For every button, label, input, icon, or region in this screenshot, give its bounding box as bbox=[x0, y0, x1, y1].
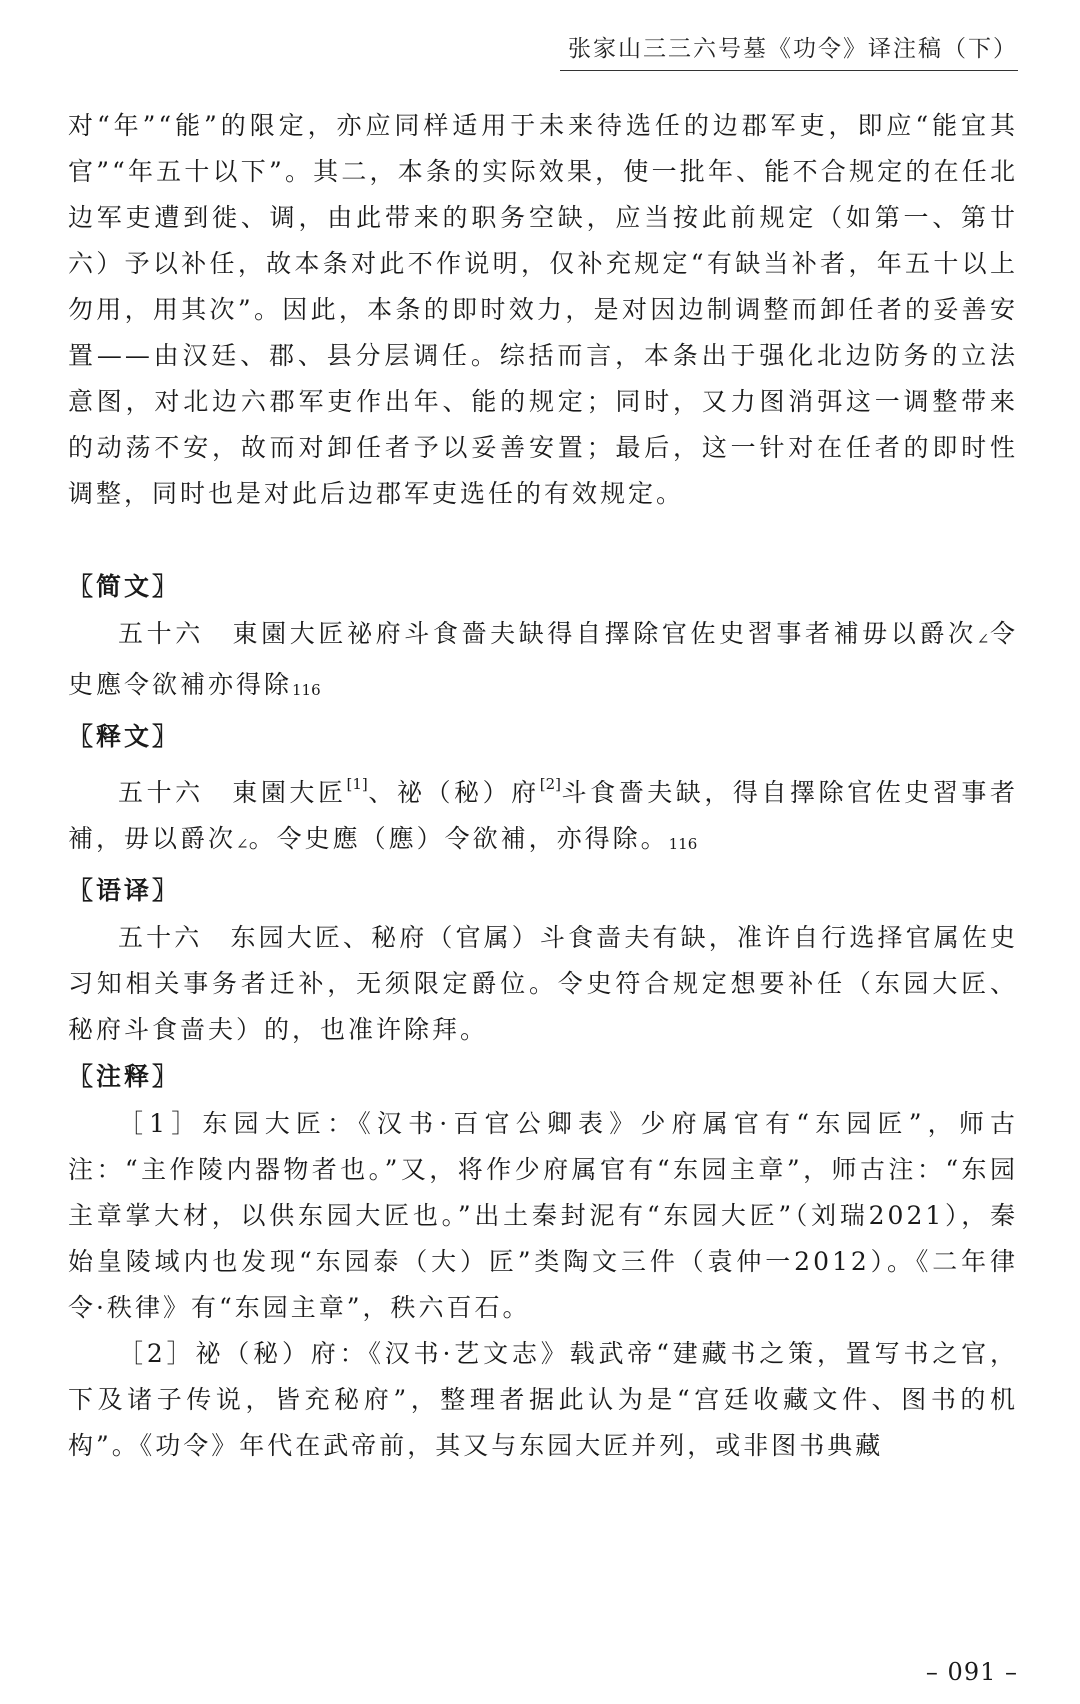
note-1: ［1］东园大匠：《汉书·百官公卿表》少府属官有“东园匠”，师古注：“主作陵内器物者也。”又，将作少府属官有“东园主章”，师古注：“东园主章掌大材，以供东园大匠也。”出土秦封泥有“东园大匠”（刘瑞2021），秦始皇陵域内也发现“东园泰（大）匠”类陶文三件（袁仲一2012）。《二年律令·秩律》有“东园主章”，秩六百石。 bbox=[68, 1109, 1018, 1322]
yuyi-heading: 〖语译〗 bbox=[68, 876, 181, 905]
hook-mark: ∠ bbox=[976, 630, 990, 648]
footnote-ref-1[interactable]: [1] bbox=[346, 775, 368, 793]
note-2: ［2］祕（秘）府：《汉书·艺文志》载武帝“建藏书之策，置写书之官，下及诸子传说，皆充秘府”，整理者据此认为是“宫廷收藏文件、图书的机构”。《功令》年代在武帝前，其又与东园大匠并列，或非图书典藏 bbox=[68, 1339, 1018, 1460]
jianwen-text-main: 五十六 東園大匠祕府斗食嗇夫缺得自擇除官佐史習事者補毋以爵次 bbox=[118, 619, 977, 648]
page-number: – 091 – bbox=[925, 1658, 1018, 1686]
shiwen-text bbox=[68, 761, 1018, 867]
jianwen-text-tail: 令史應令欲補亦得除 bbox=[68, 619, 1018, 699]
hook-mark: ∠ bbox=[236, 835, 249, 853]
footnote-ref-2[interactable]: [2] bbox=[539, 775, 561, 793]
jianwen-heading: 〖简文〗 bbox=[68, 572, 181, 601]
zhushi-heading: 〖注释〗 bbox=[68, 1062, 181, 1091]
shiwen-part-1: 五十六 東園大匠 bbox=[118, 778, 347, 807]
intro-paragraph: 对“年”“能”的限定，亦应同样适用于未来待选任的边郡军吏，即应“能宜其官”“年五十以下”。其二，本条的实际效果，使一批年、能不合规定的在任北边军吏遭到徙、调，由此带来的职务空缺，应当按此前规定（如第一、第廿六）予以补任，故本条对此不作说明，仅补充规定“有缺当补者，年五十以上勿用，用其次”。因此，本条的即时效力，是对因边制调整而卸任者的妥善安置——由汉廷、郡、县分层调任。综括而言，本条出于强化北边防务的立法意图，对北边六郡军吏作出年、能的规定；同时，又力图消弭这一调整带来的动荡不安，故而对卸任者予以妥善安置；最后，这一针对在任者的即时性调整，同时也是对此后边郡军吏选任的有效规定。 bbox=[68, 111, 1018, 508]
page-body bbox=[68, 103, 1018, 1469]
jianwen-text bbox=[68, 611, 1018, 713]
shiwen-part-2: 、祕（秘）府 bbox=[367, 778, 540, 807]
slip-number: 116 bbox=[668, 835, 698, 853]
slip-number: 116 bbox=[292, 681, 321, 699]
header-rule bbox=[560, 70, 1018, 71]
shiwen-part-3: 斗食嗇夫缺，得自擇除官佐史習事者補，毋以爵次 bbox=[68, 778, 1018, 853]
running-header: 张家山三三六号墓《功令》译注稿（下） bbox=[568, 36, 1018, 62]
yuyi-text: 五十六 东园大匠、秘府（官属）斗食啬夫有缺，准许自行选择官属佐史习知相关事务者迁补，无须限定爵位。令史符合规定想要补任（东园大匠、秘府斗食啬夫）的，也准许除拜。 bbox=[68, 923, 1018, 1044]
shiwen-part-4: 。令史應（應）令欲補，亦得除。 bbox=[248, 824, 669, 853]
shiwen-heading: 〖释文〗 bbox=[68, 722, 181, 751]
